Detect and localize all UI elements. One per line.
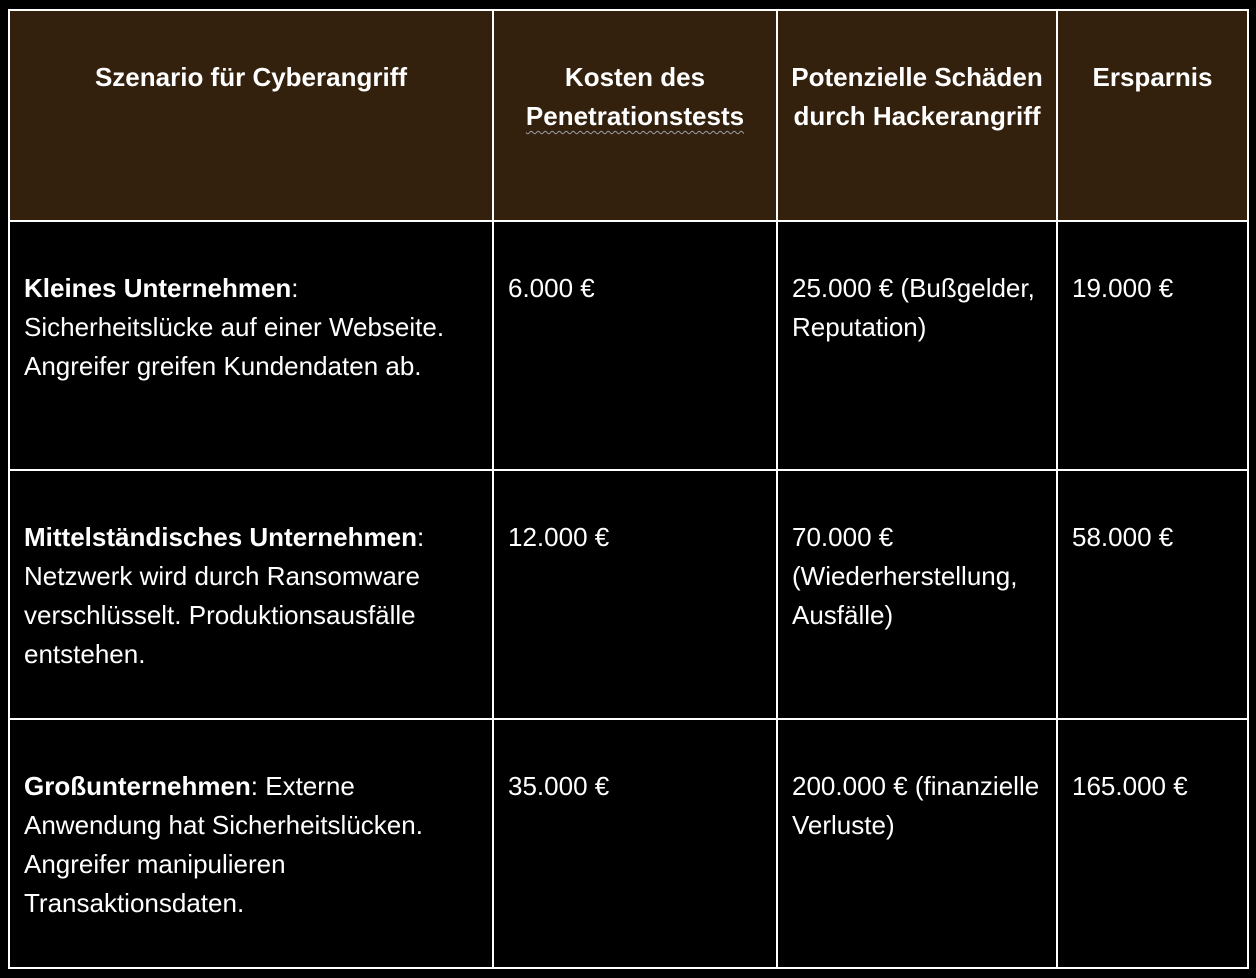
savings-cell: 19.000 € (1057, 221, 1248, 470)
damage-cell: 25.000 € (Bußgelder, Reputation) (777, 221, 1057, 470)
table-row (9, 719, 1248, 968)
header-cost (493, 10, 777, 221)
table-row (9, 470, 1248, 719)
header-cost-line2: Penetrationstests (525, 101, 745, 131)
table-row (9, 221, 1248, 470)
cost-cell: 12.000 € (493, 470, 777, 719)
scenario-title: Kleines Unternehmen (24, 273, 292, 303)
damage-cell: 70.000 € (Wiederherstellung, Ausfälle) (777, 470, 1057, 719)
savings-cell: 58.000 € (1057, 470, 1248, 719)
scenario-description: : Netzwerk wird durch Ransomware verschlüsselt. Produktionsausfälle entstehen. (24, 522, 425, 669)
header-cost-line1: Kosten des (564, 62, 706, 92)
scenario-description: : Sicherheitslücke auf einer Webseite. Angreifer greifen Kundendaten ab. (24, 273, 445, 381)
scenario-title: Großunternehmen (24, 771, 251, 801)
scenario-cell (9, 719, 493, 968)
header-damage: Potenzielle Schäden durch Hackerangriff (777, 10, 1057, 221)
cost-cell: 6.000 € (493, 221, 777, 470)
header-scenario: Szenario für Cyberangriff (9, 10, 493, 221)
scenario-cell (9, 470, 493, 719)
scenario-cell (9, 221, 493, 470)
cost-comparison-table (8, 9, 1249, 969)
damage-cell: 200.000 € (finanzielle Verluste) (777, 719, 1057, 968)
scenario-title: Mittelständisches Unternehmen (24, 522, 417, 552)
header-savings: Ersparnis (1057, 10, 1248, 221)
cost-cell: 35.000 € (493, 719, 777, 968)
table-header-row (9, 10, 1248, 221)
savings-cell: 165.000 € (1057, 719, 1248, 968)
scenario-description: : Externe Anwendung hat Sicherheitslücken. Angreifer manipulieren Transaktionsdaten. (24, 771, 423, 918)
